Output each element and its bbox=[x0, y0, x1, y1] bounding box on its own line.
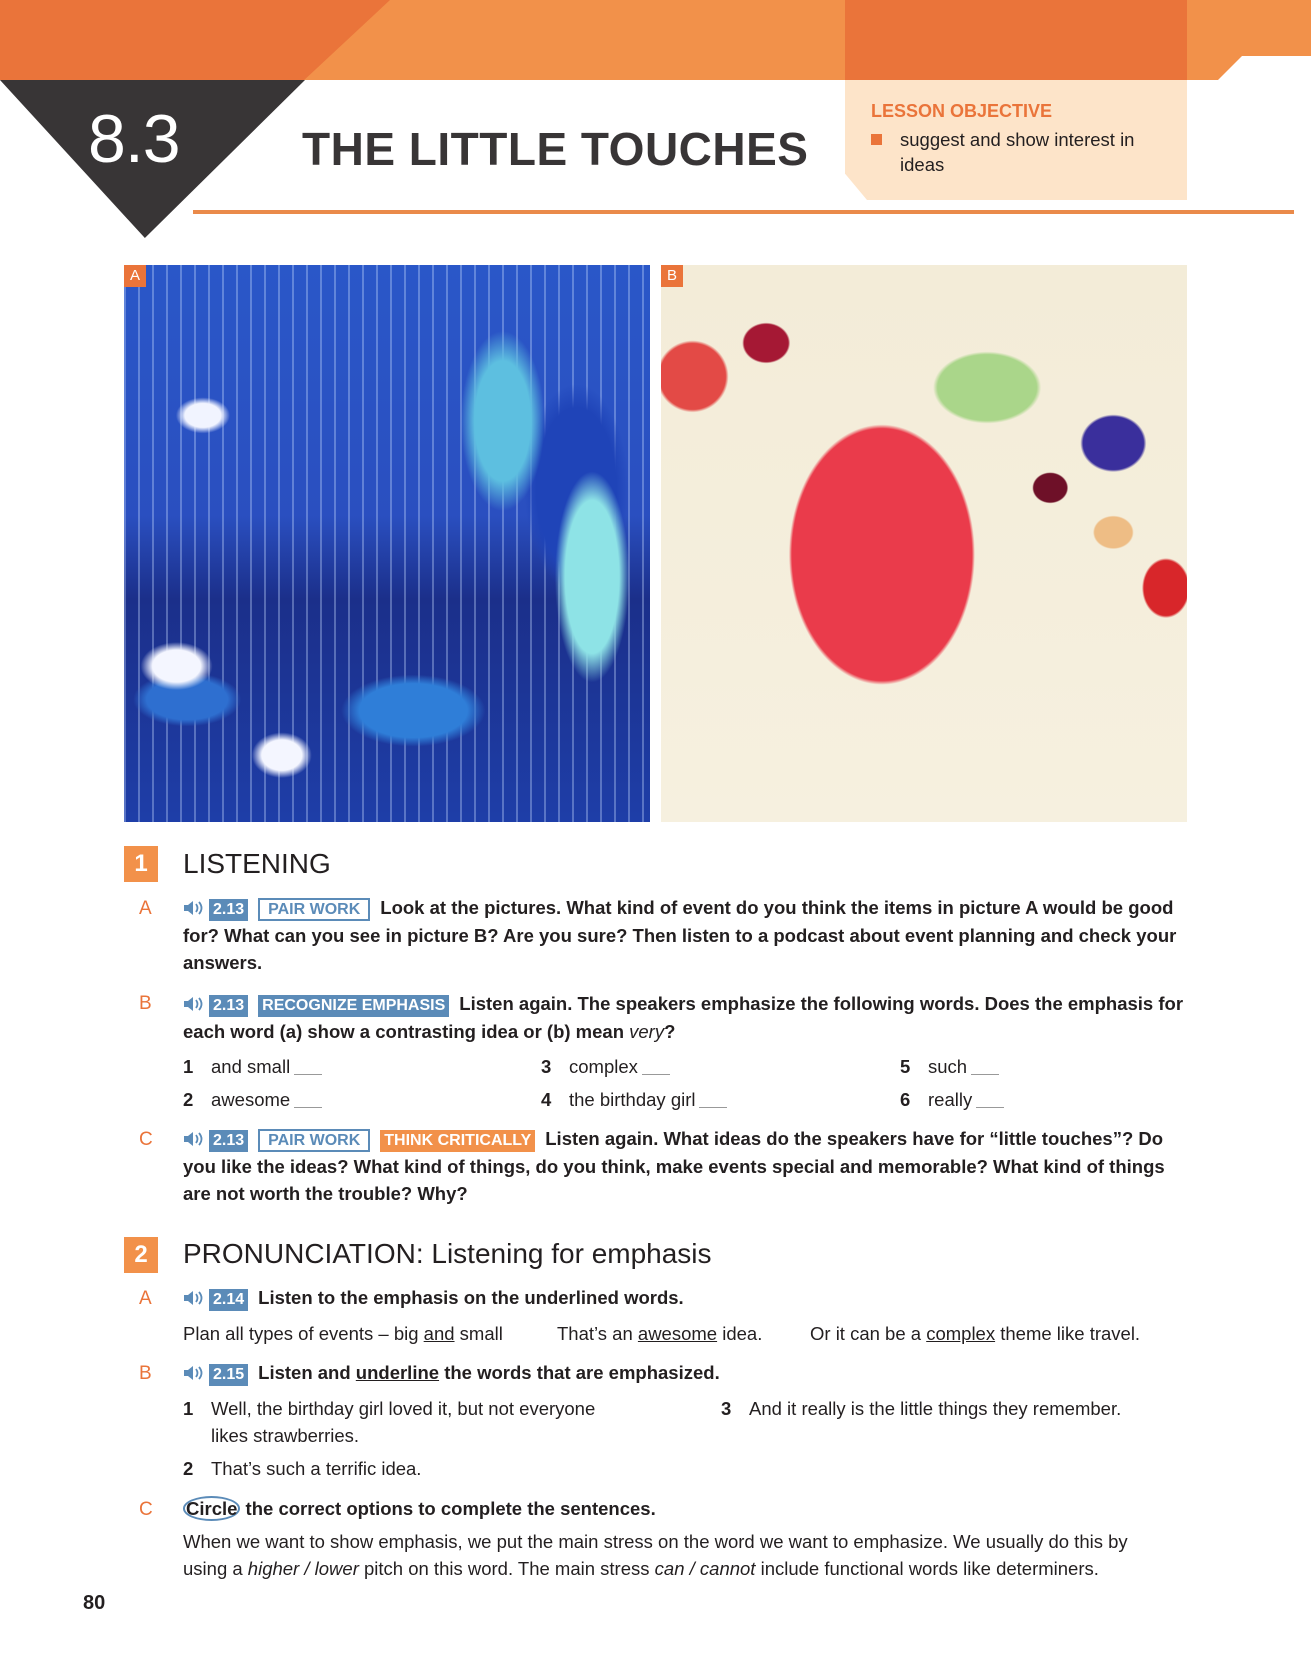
exercise-1b-instruction bbox=[183, 990, 1193, 1045]
exercise-letter-1b: B bbox=[139, 993, 152, 1014]
list-item: 2 That’s such a terrific idea. bbox=[183, 1458, 422, 1479]
instruction-text: Listen to the emphasis on the underlined words. bbox=[258, 1287, 684, 1308]
think-critically-tag: THINK CRITICALLY bbox=[380, 1130, 535, 1152]
answer-blank[interactable] bbox=[971, 1074, 999, 1075]
pair-work-tag: PAIR WORK bbox=[258, 898, 370, 921]
exercise-2b-instruction bbox=[183, 1359, 1193, 1387]
rule-paragraph: When we want to show emphasis, we put the main stress on the word we want to emphasize. We usually do this by using a higher / lower pitch on this word. The main stress can / cannot include functional words like determiners. bbox=[183, 1531, 1128, 1579]
section-number-1: 1 bbox=[124, 846, 158, 882]
header-band-objective-top bbox=[845, 0, 1187, 80]
square-bullet-icon bbox=[871, 134, 882, 145]
header-divider bbox=[193, 210, 1294, 214]
audio-speaker-icon[interactable] bbox=[183, 1364, 205, 1382]
exercise-letter-2a: A bbox=[139, 1288, 152, 1309]
list-item: 3 complex bbox=[541, 1053, 670, 1080]
audio-track-badge[interactable]: 2.13 bbox=[209, 899, 248, 921]
lesson-title: THE LITTLE TOUCHES bbox=[302, 123, 809, 175]
instruction-text: Listen and bbox=[258, 1362, 356, 1383]
pair-work-tag: PAIR WORK bbox=[258, 1129, 370, 1152]
instruction-text: Listen again. What ideas do the speakers have for “little touches”? Do you like the ideas? What kind of things, do you think, make events special and memorable? What kind of things are not worth the trouble? Why? bbox=[183, 1128, 1165, 1204]
exercise-letter-1a: A bbox=[139, 898, 152, 919]
exercise-letter-1c: C bbox=[139, 1129, 153, 1150]
example-sentence: That’s an awesome idea. bbox=[557, 1323, 763, 1344]
exercise-letter-2b: B bbox=[139, 1363, 152, 1384]
option-can[interactable]: can / cannot bbox=[654, 1558, 756, 1579]
instruction-italic: very bbox=[629, 1020, 665, 1042]
instruction-text: Listen again. The speakers emphasize the following words. Does the emphasis for each word (a) show a contrasting idea or (b) mean bbox=[183, 993, 1184, 1042]
audio-speaker-icon[interactable] bbox=[183, 1130, 205, 1148]
section-title-pronunciation: PRONUNCIATION: Listening for emphasis bbox=[183, 1238, 712, 1269]
exercise-letter-2c: C bbox=[139, 1499, 153, 1520]
list-item: 4 the birthday girl bbox=[541, 1086, 727, 1113]
audio-track-badge[interactable]: 2.13 bbox=[209, 995, 248, 1017]
answer-blank[interactable] bbox=[294, 1107, 322, 1108]
answer-blank[interactable] bbox=[294, 1074, 322, 1075]
audio-speaker-icon[interactable] bbox=[183, 1289, 205, 1307]
photo-label-b: B bbox=[661, 265, 683, 287]
circled-word: Circle bbox=[183, 1496, 240, 1521]
example-sentence: Or it can be a complex theme like travel. bbox=[810, 1323, 1141, 1344]
audio-speaker-icon[interactable] bbox=[183, 899, 205, 917]
instruction-underlined: underline bbox=[355, 1362, 440, 1383]
instruction-text: Look at the pictures. What kind of event do you think the items in picture A would be good for? What can you see in picture B? Are you sure? Then listen to a podcast about event planning and check your answers. bbox=[183, 897, 1177, 973]
list-item: 6 really bbox=[900, 1086, 1004, 1113]
option-pitch[interactable]: higher / lower bbox=[247, 1558, 359, 1579]
lesson-objective-text: suggest and show interest in ideas bbox=[900, 129, 1135, 175]
photo-b bbox=[661, 265, 1187, 822]
list-item: 3 And it really is the little things they remember. bbox=[721, 1398, 1122, 1419]
audio-track-badge[interactable]: 2.13 bbox=[209, 1130, 248, 1152]
answer-blank[interactable] bbox=[976, 1107, 1004, 1108]
audio-speaker-icon[interactable] bbox=[183, 995, 205, 1013]
recognize-emphasis-tag: RECOGNIZE EMPHASIS bbox=[258, 995, 449, 1017]
answer-blank[interactable] bbox=[642, 1074, 670, 1075]
exercise-1c-instruction bbox=[183, 1125, 1193, 1208]
instruction-text-end: ? bbox=[664, 1020, 676, 1042]
exercise-1a-instruction bbox=[183, 894, 1193, 977]
photo-a bbox=[124, 265, 650, 822]
exercise-2a-instruction bbox=[183, 1284, 1193, 1312]
list-item: 1 and small bbox=[183, 1053, 322, 1080]
audio-track-badge[interactable]: 2.15 bbox=[209, 1364, 248, 1386]
list-item: 1 Well, the birthday girl loved it, but not everyone likes strawberries. bbox=[183, 1398, 596, 1446]
example-sentence: Plan all types of events – big and small bbox=[183, 1323, 503, 1344]
exercise-2c-instruction bbox=[183, 1495, 1193, 1523]
lesson-number: 8.3 bbox=[88, 101, 180, 177]
section-number-2: 2 bbox=[124, 1237, 158, 1273]
answer-blank[interactable] bbox=[699, 1107, 727, 1108]
photo-label-a: A bbox=[124, 265, 146, 287]
audio-track-badge[interactable]: 2.14 bbox=[209, 1289, 248, 1311]
page-number: 80 bbox=[83, 1592, 106, 1614]
list-item: 5 such bbox=[900, 1053, 999, 1080]
lesson-objective-label: LESSON OBJECTIVE bbox=[871, 101, 1053, 121]
section-title-listening: LISTENING bbox=[183, 848, 331, 879]
instruction-text-end: the words that are emphasized. bbox=[439, 1362, 720, 1383]
instruction-text: the correct options to complete the sentences. bbox=[240, 1498, 656, 1519]
list-item: 2 awesome bbox=[183, 1086, 322, 1113]
